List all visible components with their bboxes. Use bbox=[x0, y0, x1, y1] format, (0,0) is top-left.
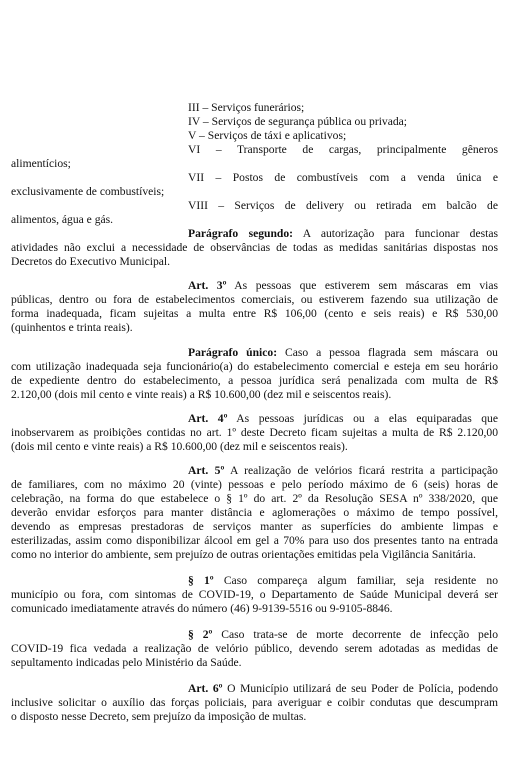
article-5-line: devendo as empresas prestadoras de serviços manter as superfícies do ambiente limpas e bbox=[11, 520, 498, 533]
list-item-v: V – Serviços de táxi e aplicativos; bbox=[188, 129, 347, 142]
paragraph-segundo-heading: Parágrafo segundo: bbox=[188, 227, 294, 240]
article-5-line: como no interior do ambiente, sem prejuízo de outras orientações emitidas pela Vigilância Sanitária. bbox=[11, 548, 476, 561]
paragraph-2-heading: § 2º bbox=[188, 628, 213, 641]
list-item-vii-cont: exclusivamente de combustíveis; bbox=[11, 185, 165, 198]
article-4: Art. 4º As pessoas jurídicas ou a elas equiparadas que bbox=[188, 412, 498, 425]
article-5-line: de familiares, com no máximo 20 (vinte) pessoas e pelo período máximo de 6 (seis) horas de bbox=[11, 478, 498, 491]
article-4-heading: Art. 4º bbox=[188, 412, 228, 425]
article-3-line: forma inadequada, ficam sujeitas a multa entre R$ 106,00 (cento e seis reais) e R$ 530,00 bbox=[11, 307, 498, 320]
paragraph-1-line: comunicado imediatamente através do número (46) 9-9139-5516 ou 9-9105-8846. bbox=[11, 602, 393, 615]
article-6: Art. 6º O Município utilizará de seu Poder de Polícia, podendo bbox=[188, 682, 498, 695]
article-5-heading: Art. 5º bbox=[188, 464, 225, 477]
article-6-line: inclusive solicitar o auxílio das forças policiais, para averiguar e coibir condutas que descumpram bbox=[11, 696, 498, 709]
list-item-viii-cont: alimentos, água e gás. bbox=[11, 213, 114, 226]
paragraph-segundo-line: atividades não exclui a necessidade de observâncias de todas as medidas sanitárias dispostas nos bbox=[11, 241, 498, 254]
paragraph-unico-line: 2.120,00 (dois mil cento e vinte reais) a R$ 10.600,00 (dez mil e seiscentos reais). bbox=[11, 388, 392, 401]
article-5-line: esterilizadas, assim como disponibilizar álcool em gel a 70% para uso dos presentes tanto na entrada bbox=[11, 534, 498, 547]
article-3: Art. 3º As pessoas que estiverem sem máscaras em vias bbox=[188, 279, 498, 292]
article-3-line: (quinhentos e trinta reais). bbox=[11, 321, 133, 334]
paragraph-unico: Parágrafo único: Caso a pessoa flagrada sem máscara ou bbox=[188, 346, 498, 359]
paragraph-1-heading: § 1º bbox=[188, 574, 214, 587]
paragraph-2-line: sepultamento indicadas pelo Ministério da Saúde. bbox=[11, 656, 242, 669]
paragraph-1: § 1º Caso compareça algum familiar, seja residente no bbox=[188, 574, 498, 587]
article-6-heading: Art. 6º bbox=[188, 682, 223, 695]
article-5-line: celebração, na forma do que estabelece o § 1º do art. 2º da Resolução SESA nº 338/2020, que bbox=[11, 492, 498, 505]
paragraph-1-line: município ou fora, com sintomas de COVID-19, o Departamento de Saúde Municipal deverá ser bbox=[11, 588, 498, 601]
list-item-viii: VIII – Serviços de delivery ou retirada em balcão de bbox=[188, 199, 498, 212]
article-5: Art. 5º A realização de velórios ficará restrita a participação bbox=[188, 464, 498, 477]
paragraph-unico-line: com utilização inadequada seja funcionário(a) do estabelecimento comercial e esteja em seu horário bbox=[11, 360, 498, 373]
list-item-vi-cont: alimentícios; bbox=[11, 157, 71, 170]
paragraph-2: § 2º Caso trata-se de morte decorrente de infecção pelo bbox=[188, 628, 499, 641]
paragraph-segundo: Parágrafo segundo: A autorização para funcionar destas bbox=[188, 227, 498, 240]
article-3-heading: Art. 3º bbox=[188, 279, 227, 292]
list-item-vi: VI – Transporte de cargas, principalmente gêneros bbox=[188, 143, 498, 156]
paragraph-segundo-line: Decretos do Executivo Municipal. bbox=[11, 255, 171, 268]
paragraph-unico-line: de expediente dentro do estabelecimento, a pessoa jurídica será penalizada com multa de R$ bbox=[11, 374, 498, 387]
article-5-line: deverão envidar esforços para manter distância e aglomerações o máximo de tempo possível, bbox=[11, 506, 498, 519]
article-6-line: o disposto nesse Decreto, sem prejuízo da imposição de multas. bbox=[11, 710, 307, 723]
article-3-line: públicas, dentro ou fora de estabelecimentos comerciais, ou estiverem fazendo sua utilização de bbox=[11, 293, 498, 306]
list-item-iv: IV – Serviços de segurança pública ou privada; bbox=[188, 115, 408, 128]
list-item-iii: III – Serviços funerários; bbox=[188, 101, 305, 114]
article-4-line: (dois mil cento e vinte reais) a R$ 10.600,00 (dez mil e seiscentos reais). bbox=[11, 440, 348, 453]
paragraph-unico-heading: Parágrafo único: bbox=[188, 346, 278, 359]
article-4-line: inobservarem as proibições contidas no art. 1º deste Decreto ficam sujeitas a multa de R$ 2.120,00 bbox=[11, 426, 498, 439]
list-item-vii: VII – Postos de combustíveis com a venda única e bbox=[188, 171, 498, 184]
paragraph-2-line: COVID-19 fica vedada a realização de velório público, devendo serem adotadas as medidas de bbox=[11, 642, 498, 655]
